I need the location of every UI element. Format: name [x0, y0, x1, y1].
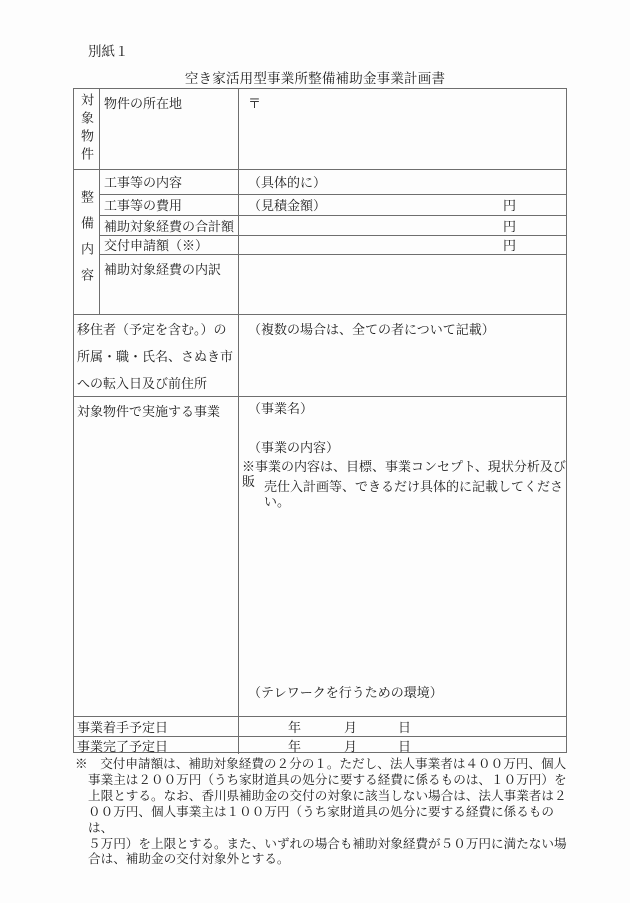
telework-placeholder: （テレワークを行うための環境） [248, 685, 443, 700]
group-header-development [74, 170, 100, 314]
input-cell-migrant: （複数の場合は、全ての者について記載） [248, 322, 495, 337]
form-table [73, 88, 567, 753]
table-row-grant-application-amount [100, 235, 566, 254]
label-cell: 工事等の内容 [100, 170, 239, 194]
table-row-end-date [74, 736, 566, 754]
label-cell: 補助対象経費の合計額 [100, 216, 239, 235]
day-label: 日 [398, 720, 412, 735]
business-note-line2: 売仕入計画等、できるだけ具体的に記載してください。 [264, 479, 564, 509]
input-cell [239, 216, 566, 235]
table-row-construction-cost [100, 194, 566, 215]
label-cell-migrant: 移住者（予定を含む。）の所属・職・氏名、さぬき市への転入日及び前住所 [74, 315, 239, 396]
input-cell-end-date [239, 737, 566, 754]
footnote-line: 上限とする。なお、香川県補助金の交付の対象に該当しない場合は、法人事業者は２ [88, 788, 567, 803]
table-row-start-date [74, 716, 566, 736]
value-placeholder: （見積金額） [248, 198, 327, 214]
footnote-line: 事業主は２００万円（うち家財道具の処分に要する経費に係るものは、１０万円）を [88, 772, 567, 787]
table-row-migrant-info [74, 314, 566, 396]
postal-mark: 〒 [248, 96, 262, 111]
business-content-placeholder: （事業の内容） [248, 440, 340, 455]
unit-yen: 円 [502, 198, 516, 214]
section-target-property [74, 89, 566, 169]
group-label: 対象物件 [79, 93, 94, 165]
table-row-expense-breakdown [100, 254, 566, 314]
input-cell [239, 255, 566, 314]
input-cell: （具体的に） [248, 175, 327, 191]
month-label: 月 [344, 720, 358, 735]
business-name-placeholder: （事業名） [248, 401, 314, 416]
unit-yen: 円 [502, 218, 516, 234]
attachment-label: 別紙１ [88, 44, 129, 59]
label-cell-end-date: 事業完了予定日 [74, 737, 239, 754]
label-cell: 工事等の費用 [100, 195, 239, 215]
label-cell: 交付申請額（※） [100, 236, 239, 254]
footnote-line: 合は、補助金の交付対象外とする。 [88, 852, 290, 867]
label-cell-property-location: 物件の所在地 [100, 89, 239, 169]
label-cell: 補助対象経費の内訳 [100, 255, 239, 314]
development-rows [100, 170, 566, 314]
year-label: 年 [288, 739, 302, 754]
unit-yen: 円 [502, 238, 516, 254]
input-cell-start-date [239, 717, 566, 736]
footnote-line: ００万円、個人事業主は１００万円（うち家財道具の処分に要する経費に係るものは、 [88, 804, 554, 835]
month-label: 月 [344, 739, 358, 754]
footnote [75, 757, 572, 868]
year-label: 年 [288, 720, 302, 735]
label-cell-business: 対象物件で実施する事業 [74, 397, 239, 716]
page-title: 空き家活用型事業所整備補助金事業計画書 [184, 71, 446, 86]
footnote-line: ※ 交付申請額は、補助対象経費の２分の１。ただし、法人事業者は４００万円、個人 [75, 757, 567, 771]
input-cell-property-location [239, 89, 566, 169]
input-cell [239, 236, 566, 254]
table-row-subsidy-expense-total [100, 215, 566, 235]
section-development [74, 169, 566, 314]
footnote-line: ５万円）を上限とする。また、いずれの場合も補助対象経費が５０万円に満たない場 [88, 836, 567, 851]
day-label: 日 [398, 739, 412, 754]
business-note-line1: ※事業の内容は、目標、事業コンセプト、現状分析及び販 [242, 459, 566, 489]
input-cell [239, 195, 566, 215]
input-cell-business [239, 397, 566, 716]
label-cell-start-date: 事業着手予定日 [74, 717, 239, 736]
table-row-construction-content [100, 170, 566, 194]
group-header-target-property [74, 89, 100, 169]
table-row-business-plan [74, 396, 566, 716]
group-label: 整備内容 [79, 190, 94, 294]
